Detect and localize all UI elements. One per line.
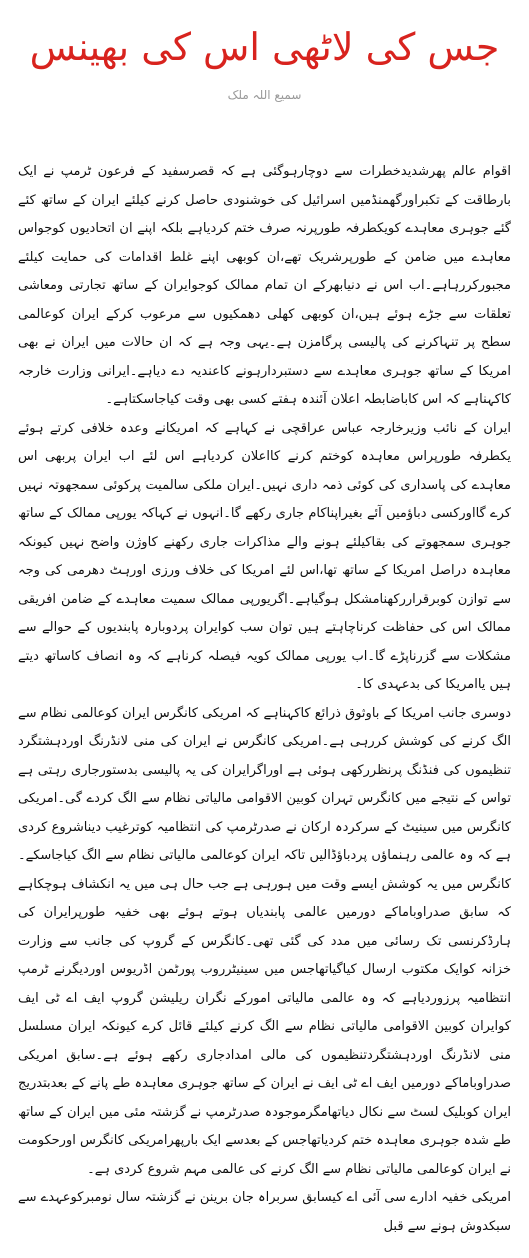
article-title: جس کی لاٹھی اس کی بھینس [29,25,500,69]
article-paragraph: اقوام عالم پھرشدیدخطرات سے دوچارہوگئی ہے کہ قصرسفید کے فرعون ٹرمپ نے ایک بارطاقت کے تکبراورگھمنڈمیں اسرائیل کی خوشنودی حاصل کرنے کیلئے ایران کے ساتھ کئے گئے جوہری معاہدے کویکطرفہ طورپرنہ صرف ختم کردیاہے بلکہ اپنے ان اتحادیوں کوجواس معاہدے میں ضامن کے طورپرشریک تھے،ان کوبھی اپنے غلط اقدامات کی حمایت کیلئے مجبورکررہاہے۔اب اس نے دنیابھرکے ان تمام ممالک کوجوایران کے ساتھ تجارتی ومعاشی تعلقات سے جڑے ہوئے ہیں،ان کوبھی کھلی دھمکیوں سے مرعوب کرکے ایران کوعالمی سطح پر تنہاکرنے کی پالیسی پرگامزن ہے۔یہی وجہ ہے کہ ان حالات میں ایران نے بھی امریکا کے ساتھ جوہری معاہدے سے دستبردارہونے کاعندیہ دے دیاہے۔ایرانی وزارت خارجہ کاکہناہے کہ اس کاباضابطہ اعلان آئندہ ہفتے کسی بھی وقت کیاجاسکتاہے۔ [18,164,511,407]
article-paragraph: ایران کے نائب وزیرخارجہ عباس عراقچی نے کہاہے کہ امریکانے وعدہ خلافی کرتے ہوئے یکطرفہ طورپراس معاہدہ کوختم کرنے کااعلان کردیاہے اس لئے اب ایران پربھی اس معاہدے کی پاسداری کی کوئی ذمہ داری نہیں۔ایران ملکی سالمیت پرکوئی سمجھوتہ نہیں کرے گااورکسی دباؤمیں آئے بغیراپناکام جاری رکھے گا۔انہوں نے کہاکہ یورپی ممالک کے ساتھ جوہری سمجھوتے کی بقاکیلئے ہونے والے مذاکرات جاری رکھنے کاوژن واضح نہیں کیونکہ معاہدہ دراصل امریکا کے ساتھ تھا،اس لئے امریکا کی خلاف ورزی اورہٹ دھرمی کی وجہ سے توازن کوبرقراررکھنامشکل ہوگیاہے۔اگریورپی ممالک سمیت معاہدے کے ضامن افریقی ممالک اس کی حفاظت کرناچاہتے ہیں توان سب کوایران پردوبارہ پابندیوں کے حوالے سے مشکلات سے گزرناپڑے گا۔اب یورپی ممالک کویہ فیصلہ کرناہے کہ وہ انصاف کاساتھ دیتے ہیں یاامریکا کی بدعہدی کا۔ [18,420,511,692]
article-body [18,158,511,1241]
author-name: سمیع اللہ ملک [227,88,302,102]
article-paragraph: دوسری جانب امریکا کے باوثوق ذرائع کاکہناہے کہ امریکی کانگرس ایران کوعالمی نظام سے الگ کرنے کی کوشش کررہی ہے۔امریکی کانگرس نے ایران کی منی لانڈرنگ اوردہشتگرد تنظیموں کی فنڈنگ پرنظررکھی ہوئی ہے اوراگرایران کی یہ پالیسی بدستورجاری رہتی ہے تواس کے نتیجے میں کانگرس تہران کوبین الاقوامی مالیاتی نظام سے الگ کردے گی۔امریکی کانگرس میں سینیٹ کے سرکردہ ارکان نے صدرٹرمپ کی انتظامیہ کوترغیب دیناشروع کردی ہے کہ وہ عالمی رہنماؤں پردباؤڈالیں تاکہ ایران کوعالمی مالیاتی نظام سے الگ کیاجاسکے۔کانگرس میں یہ کوشش ایسے وقت میں ہورہی ہے جب حال ہی میں یہ انکشاف ہوچکاہے کہ سابق صدراوباماکے دورمیں عالمی پابندیاں ہوتے ہوئے بھی خفیہ طورپرایران کی ہارڈکرنسی تک رسائی میں مدد کی گئی تھی۔کانگرس کے گروپ کی جانب سے وزارت خزانہ کوایک مکتوب ارسال کیاگیاتھاجس میں سینیٹرروب پورٹمن اڈریوس اوردیگرنے ٹرمپ انتظامیہ پرزوردیاہے کہ وہ عالمی مالیاتی امورکے نگران ریلیشن گروپ ایف اے ٹی ایف کوایران کوبین الاقوامی مالیاتی نظام سے الگ کرنے کیلئے قائل کرے کیونکہ ایران مسلسل منی لانڈرنگ اوردہشتگردتنظیموں کی مالی امدادجاری رکھے ہوئے ہے۔سابق امریکی صدراوباماکے دورمیں ایف اے ٹی ایف نے ایران کے ساتھ جوہری معاہدہ طے پانے کے بعدبتدریج ایران کوبلیک لسٹ سے نکال دیاتھامگرموجودہ صدرٹرمپ نے گزشتہ مئی میں ایران کے ساتھ طے شدہ جوہری معاہدہ ختم کردیاتھاجس کے بعدسے ایک بارپھرامریکی کانگرس اورحکومت نے ایران کوعالمی مالیاتی نظام سے الگ کرنے کی عالمی مہم شروع کردی ہے۔ [18,705,511,1177]
article-paragraph: امریکی خفیہ ادارے سی آئی اے کیسابق سربراہ جان برینن نے گزشتہ سال نومبرکوعہدے سے سبکدوش ہونے سے قبل [18,1190,511,1234]
